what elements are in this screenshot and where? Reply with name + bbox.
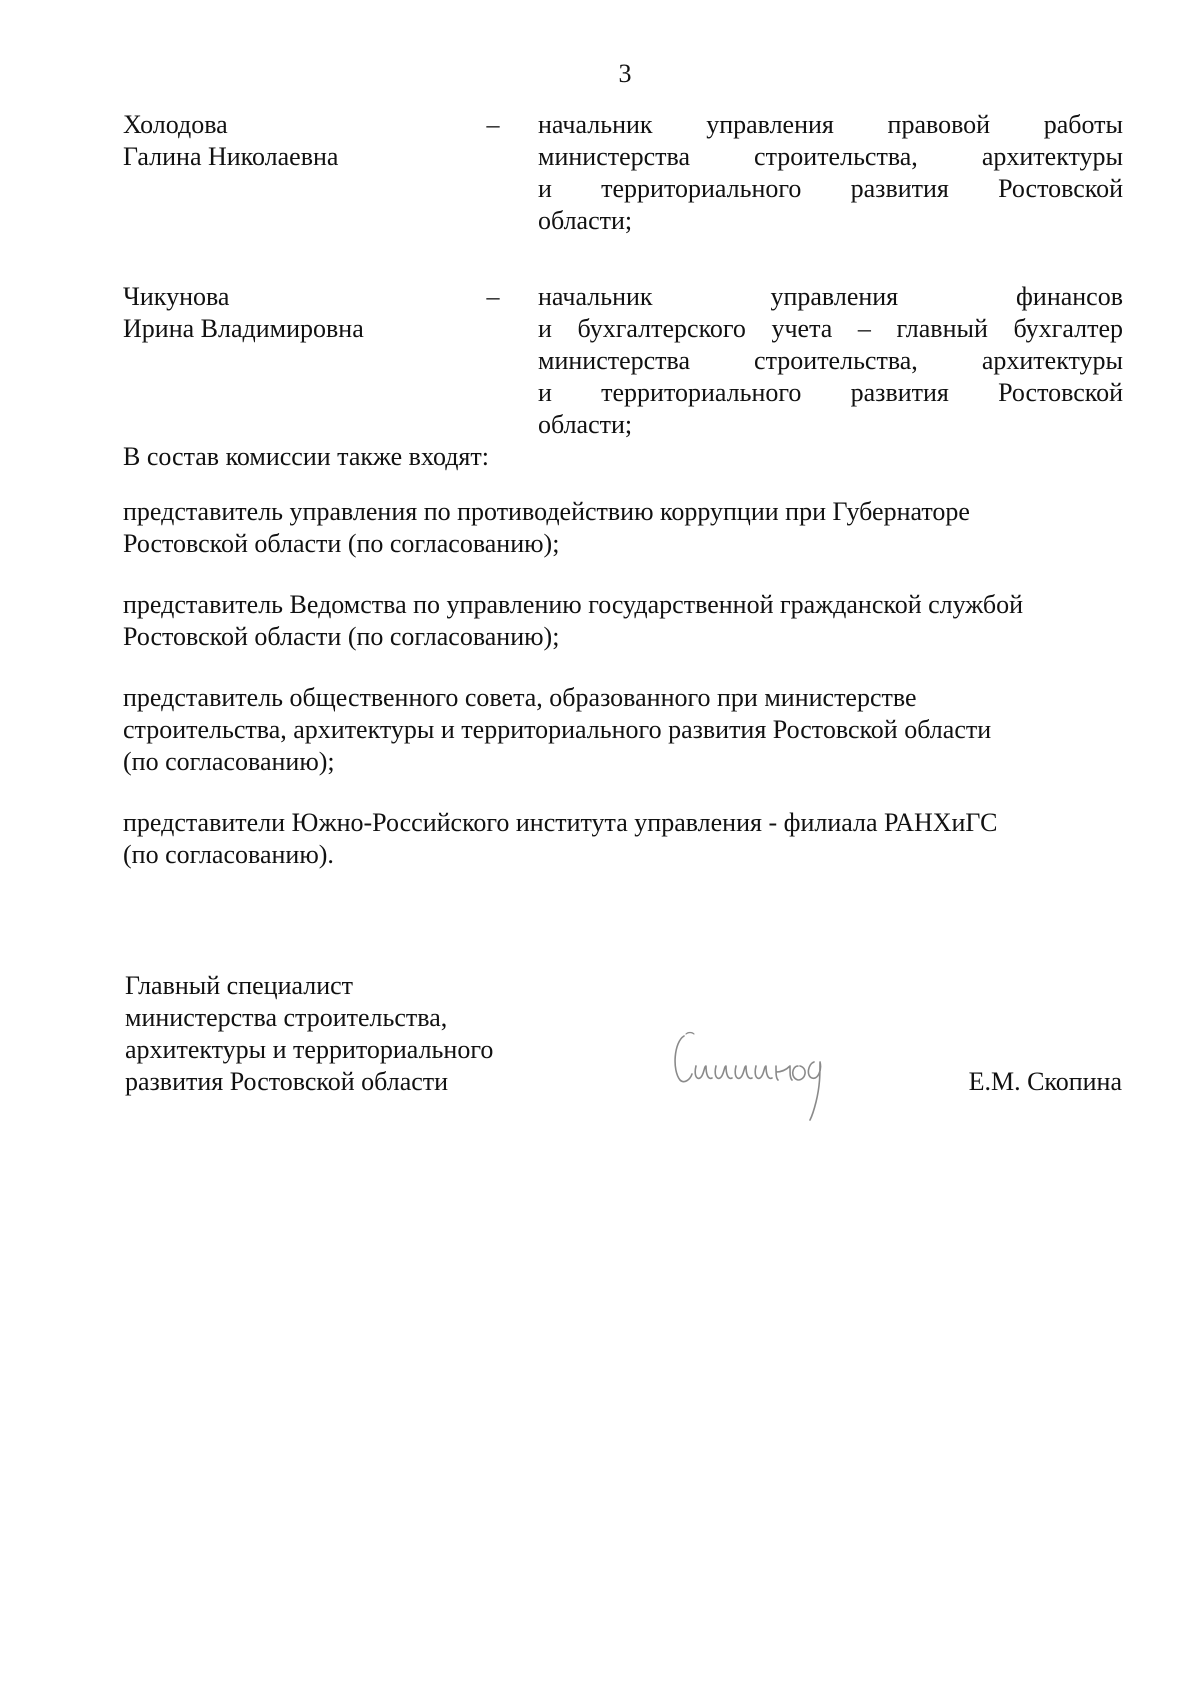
commission-member-chikunova: [123, 281, 1123, 441]
paragraph-line: представители Южно-Российского института управления - филиала РАНХиГС: [123, 808, 998, 837]
member-role: [538, 109, 1123, 237]
member-role-line: области;: [538, 206, 633, 235]
member-role-line: министерства строительства, архитектуры: [538, 142, 1123, 171]
member-role-line: и территориального развития Ростовской: [538, 378, 1123, 407]
also-included-heading: В состав комиссии также входят:: [123, 442, 489, 471]
member-surname: Холодова: [123, 110, 228, 139]
member-given-names: Галина Николаевна: [123, 142, 339, 171]
paragraph-line: представитель управления по противодействию коррупции при Губернаторе: [123, 497, 970, 526]
handwritten-signature: [670, 1022, 860, 1122]
paragraph-line: Ростовской области (по согласованию);: [123, 529, 560, 558]
representative-civil-service: [123, 589, 1123, 653]
paragraph-line: строительства, архитектуры и территориального развития Ростовской области: [123, 715, 992, 744]
signer-name: Е.М. Скопина: [968, 1067, 1122, 1096]
member-dash: –: [486, 282, 500, 311]
member-name: [123, 109, 463, 173]
member-role-line: министерства строительства, архитектуры: [538, 346, 1123, 375]
member-role-line: начальник управления правовой работы: [538, 110, 1123, 139]
position-line: архитектуры и территориального: [125, 1035, 494, 1064]
representative-ranepa: [123, 807, 1123, 871]
member-surname: Чикунова: [123, 282, 230, 311]
member-role-line: и бухгалтерского учета – главный бухгалтер: [538, 314, 1123, 343]
member-role-line: и территориального развития Ростовской: [538, 174, 1123, 203]
member-given-names: Ирина Владимировна: [123, 314, 364, 343]
paragraph-line: представитель Ведомства по управлению государственной гражданской службой: [123, 590, 1024, 619]
position-line: министерства строительства,: [125, 1003, 448, 1032]
paragraph-line: представитель общественного совета, образованного при министерстве: [123, 683, 917, 712]
commission-member-kholodova: [123, 109, 1123, 237]
member-role-line: начальник управления финансов: [538, 282, 1123, 311]
representative-public-council: [123, 682, 1123, 778]
paragraph-line: Ростовской области (по согласованию);: [123, 622, 560, 651]
member-name: [123, 281, 463, 345]
member-role: [538, 281, 1123, 441]
paragraph-line: (по согласованию);: [123, 747, 335, 776]
page-number: 3: [618, 59, 632, 88]
member-role-line: области;: [538, 410, 633, 439]
position-line: Главный специалист: [125, 971, 354, 1000]
representative-anticorruption: [123, 496, 1123, 560]
paragraph-line: (по согласованию).: [123, 840, 334, 869]
member-dash: –: [486, 110, 500, 139]
position-line: развития Ростовской области: [125, 1067, 449, 1096]
signatory-position: [125, 970, 585, 1098]
